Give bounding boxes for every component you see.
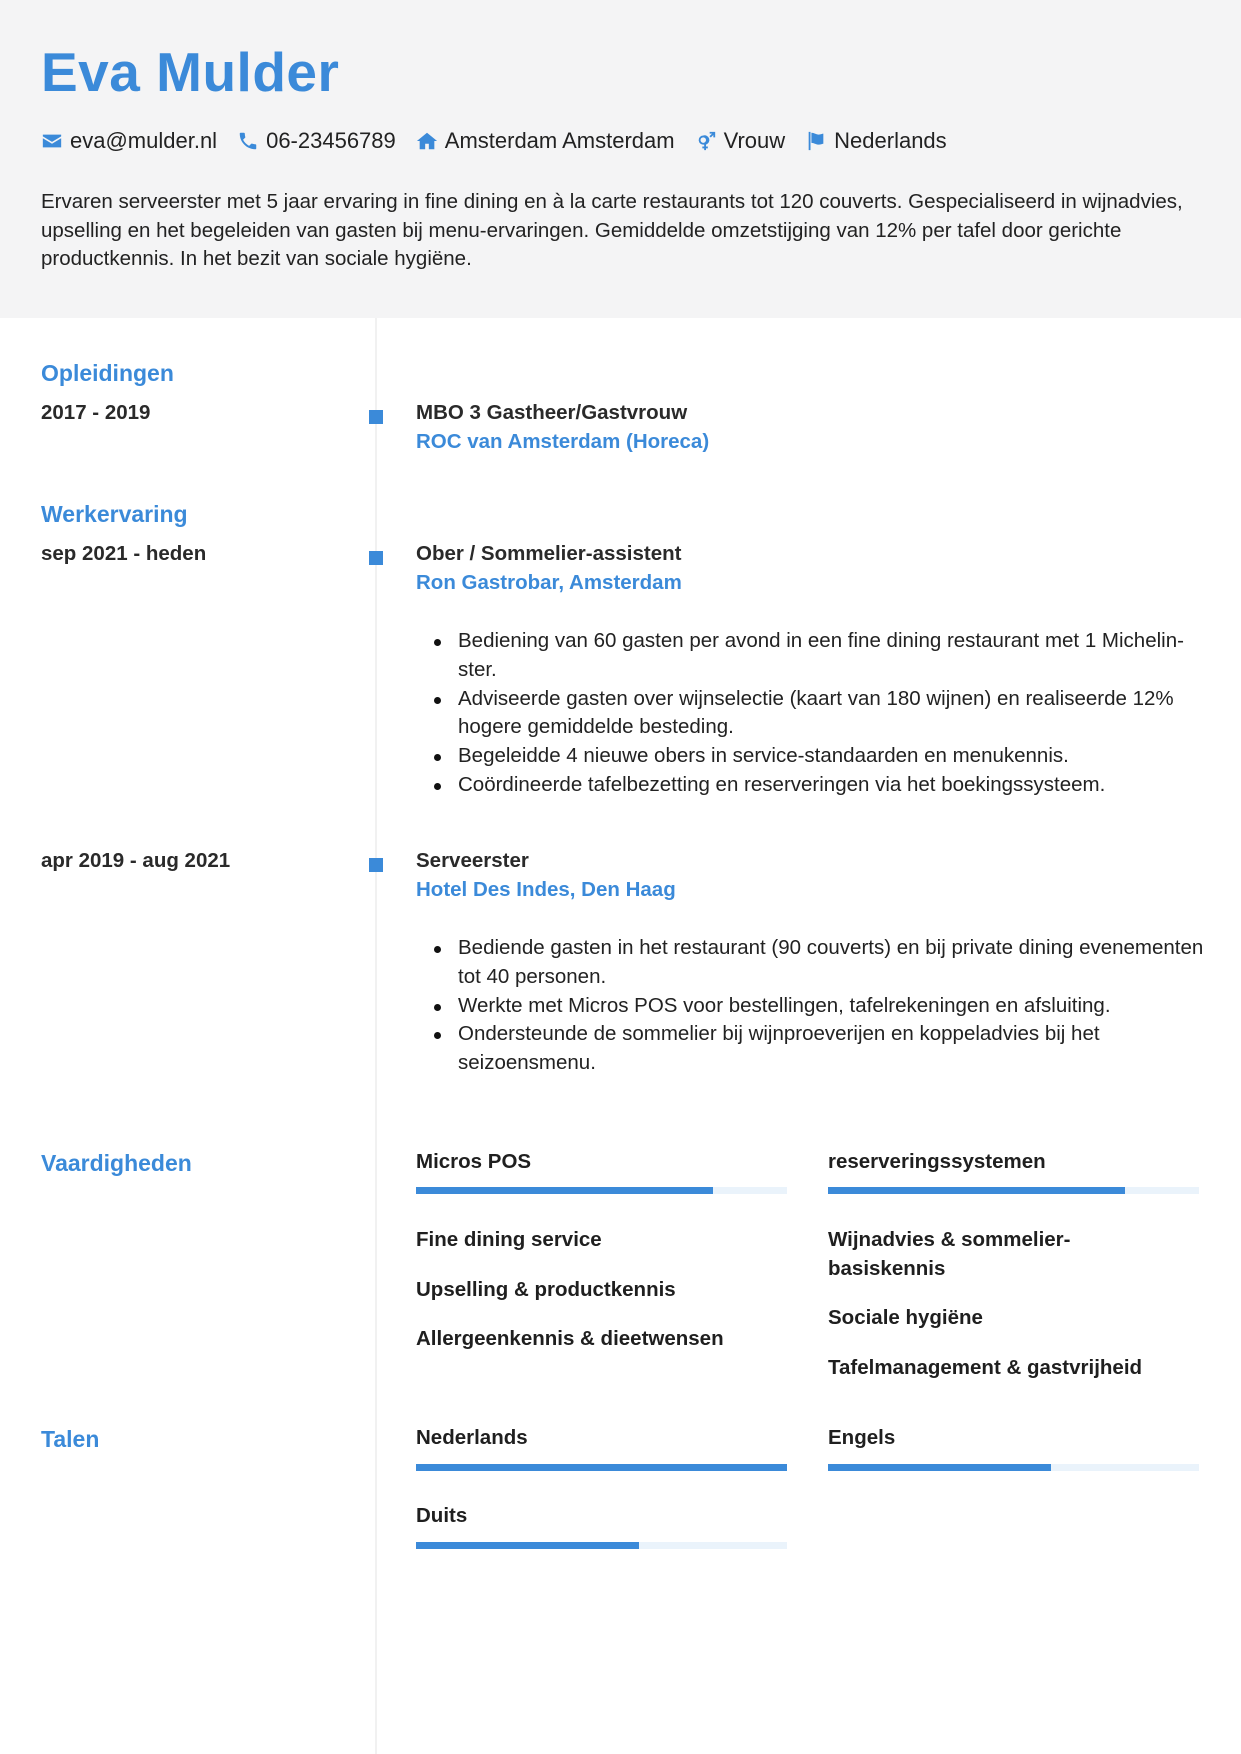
timeline-marker [369, 858, 383, 872]
phone-icon [237, 130, 259, 152]
skill-item: Sociale hygiëne [828, 1306, 983, 1329]
skill-level-bar [416, 1187, 787, 1194]
section-title-languages: Talen [41, 1426, 100, 1452]
job-bullets [416, 627, 1206, 800]
job-date: apr 2019 - aug 2021 [41, 849, 231, 872]
language-label: Nederlands [416, 1426, 528, 1449]
skill-label: Micros POS [416, 1150, 532, 1173]
skill-item: Tafelmanagement & gastvrijheid [828, 1356, 1143, 1379]
candidate-name: Eva Mulder [41, 41, 340, 103]
section-title-experience: Werkervaring [41, 501, 188, 527]
job-bullets [416, 934, 1206, 1078]
section-title-education: Opleidingen [41, 360, 174, 386]
contact-nationality [805, 128, 947, 154]
education-school: ROC van Amsterdam (Horeca) [416, 430, 710, 453]
flag-icon [805, 130, 827, 152]
language-level-bar [416, 1464, 787, 1471]
envelope-icon [41, 130, 63, 152]
job-employer: Hotel Des Indes, Den Haag [416, 878, 676, 901]
language-level-fill [828, 1464, 1051, 1471]
skill-item: Upselling & productkennis [416, 1278, 676, 1301]
skill-level-fill [416, 1187, 713, 1194]
bullet-item: Werkte met Micros POS voor bestellingen, tafelrekeningen en afsluiting. [416, 992, 1206, 1021]
skill-level-fill [828, 1187, 1125, 1194]
language-label: Duits [416, 1504, 468, 1527]
timeline-marker [369, 551, 383, 565]
contact-gender [695, 128, 786, 154]
job-title: Serveerster [416, 849, 529, 872]
skill-item: Fine dining service [416, 1228, 602, 1251]
gender-icon [695, 130, 717, 152]
bullet-item: Bediening van 60 gasten per avond in een fine dining restaurant met 1 Michelin-ster. [416, 627, 1206, 685]
language-level-bar [416, 1542, 787, 1549]
contact-phone-text: 06-23456789 [266, 128, 396, 153]
bullet-item: Ondersteunde de sommelier bij wijnproeverijen en koppeladvies bij het seizoensmenu. [416, 1020, 1206, 1078]
skill-item: Allergeenkennis & dieetwensen [416, 1327, 724, 1350]
bullet-item: Coördineerde tafelbezetting en reserveringen via het boekingssysteem. [416, 771, 1206, 800]
contact-phone [237, 128, 396, 154]
education-date: 2017 - 2019 [41, 401, 151, 424]
home-icon [416, 130, 438, 152]
section-title-skills: Vaardigheden [41, 1150, 192, 1176]
bullet-item: Adviseerde gasten over wijnselectie (kaart van 180 wijnen) en realiseerde 12% hogere gemiddelde besteding. [416, 685, 1206, 743]
contact-email [41, 128, 217, 154]
profile-summary: Ervaren serveerster met 5 jaar ervaring in fine dining en à la carte restaurants tot 120 couverts. Gespecialiseerd in wijnadvies, upselling en het begeleiden van gasten bij menu-ervaringen. Gemiddelde omzetstijging van 12% per tafel door gerichte productkennis. In het bezit van sociale hygiëne. [41, 190, 1183, 270]
job-date: sep 2021 - heden [41, 542, 207, 565]
contact-row [41, 128, 967, 154]
contact-email-text: eva@mulder.nl [70, 128, 218, 153]
language-label: Engels [828, 1426, 896, 1449]
contact-address-text: Amsterdam Amsterdam [444, 128, 675, 153]
education-degree: MBO 3 Gastheer/Gastvrouw [416, 401, 688, 424]
contact-nationality-text: Nederlands [834, 128, 947, 153]
timeline-divider [375, 318, 377, 1754]
timeline-marker [369, 410, 383, 424]
bullet-item: Begeleidde 4 nieuwe obers in service-standaarden en menukennis. [416, 742, 1206, 771]
contact-address [416, 128, 675, 154]
skill-level-bar [828, 1187, 1199, 1194]
language-level-bar [828, 1464, 1199, 1471]
language-level-fill [416, 1464, 787, 1471]
skill-item: Wijnadvies & sommelier-basiskennis [828, 1228, 1071, 1280]
bullet-item: Bediende gasten in het restaurant (90 couverts) en bij private dining evenementen tot 40 personen. [416, 934, 1206, 992]
job-title: Ober / Sommelier-assistent [416, 542, 682, 565]
language-level-fill [416, 1542, 639, 1549]
contact-gender-text: Vrouw [723, 128, 786, 153]
job-employer: Ron Gastrobar, Amsterdam [416, 571, 682, 594]
header [0, 0, 1241, 318]
skill-label: reserveringssystemen [828, 1150, 1046, 1173]
